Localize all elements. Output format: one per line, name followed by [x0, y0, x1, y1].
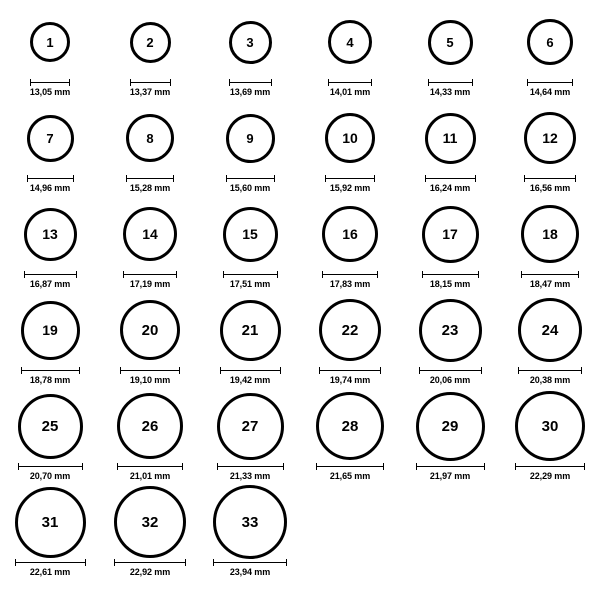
caliper-icon	[527, 79, 573, 86]
ring-circle-wrap	[126, 102, 174, 174]
caliper-icon	[24, 271, 77, 278]
caliper-icon	[21, 367, 80, 374]
ring-circle	[328, 20, 372, 64]
caliper-icon	[524, 175, 576, 182]
ring-size-cell	[500, 294, 600, 390]
ring-diameter-label: 14,33 mm	[429, 87, 471, 97]
caliper-icon	[18, 463, 83, 470]
caliper-icon	[518, 367, 582, 374]
ring-circle	[322, 206, 378, 262]
ring-circle-wrap	[30, 6, 70, 78]
ring-size-cell	[100, 6, 200, 102]
ring-size-cell	[100, 390, 200, 486]
ring-circle-wrap	[524, 102, 576, 174]
ring-size-cell	[500, 198, 600, 294]
caliper-icon	[416, 463, 485, 470]
ring-size-number: 2	[146, 34, 154, 50]
ring-size-cell	[0, 294, 100, 390]
ring-circle-wrap	[123, 198, 177, 270]
ring-size-number: 28	[341, 417, 359, 435]
ring-diameter-label: 13,05 mm	[29, 87, 71, 97]
ring-diameter-label: 13,69 mm	[229, 87, 271, 97]
ring-diameter-label: 21,65 mm	[329, 471, 371, 481]
caliper-icon	[419, 367, 482, 374]
ring-size-number: 27	[241, 417, 259, 435]
ring-diameter-label: 21,97 mm	[429, 471, 471, 481]
ring-size-cell	[400, 294, 500, 390]
ring-size-cell	[400, 198, 500, 294]
ring-circle	[229, 21, 272, 64]
ring-circle	[123, 207, 177, 261]
ring-circle	[226, 114, 275, 163]
ring-size-number: 19	[42, 322, 58, 338]
ring-circle-wrap	[316, 390, 384, 462]
ring-diameter-label: 14,64 mm	[529, 87, 571, 97]
ring-size-number: 25	[41, 417, 59, 435]
ring-diameter-measure	[130, 79, 171, 98]
ring-size-cell	[200, 486, 300, 582]
ring-circle-wrap	[319, 294, 381, 366]
ring-circle	[416, 392, 485, 461]
ring-diameter-label: 19,10 mm	[129, 375, 171, 385]
caliper-icon	[117, 463, 183, 470]
ring-size-number: 5	[446, 34, 454, 50]
ring-diameter-label: 17,51 mm	[229, 279, 271, 289]
ring-circle-wrap	[217, 390, 284, 462]
ring-size-number: 22	[341, 321, 359, 339]
ring-diameter-measure	[319, 367, 381, 386]
ring-diameter-label: 17,83 mm	[329, 279, 371, 289]
ring-size-cell	[400, 6, 500, 102]
ring-diameter-label: 16,56 mm	[529, 183, 571, 193]
ring-circle-wrap	[425, 102, 476, 174]
ring-diameter-measure	[521, 271, 579, 290]
caliper-icon	[325, 175, 375, 182]
ring-size-cell	[400, 390, 500, 486]
ring-diameter-measure	[117, 463, 183, 482]
ring-circle-wrap	[213, 486, 287, 558]
caliper-icon	[126, 175, 174, 182]
ring-size-number: 16	[342, 226, 358, 242]
caliper-icon	[217, 463, 284, 470]
ring-size-cell	[100, 294, 200, 390]
caliper-icon	[30, 79, 70, 86]
ring-diameter-measure	[217, 463, 284, 482]
ring-diameter-measure	[425, 175, 476, 194]
ring-size-cell	[200, 390, 300, 486]
ring-circle	[419, 299, 482, 362]
ring-diameter-measure	[515, 463, 585, 482]
ring-size-cell	[200, 294, 300, 390]
ring-diameter-label: 15,60 mm	[229, 183, 271, 193]
ring-diameter-measure	[428, 79, 473, 98]
ring-circle	[114, 486, 186, 558]
ring-size-cell	[0, 102, 100, 198]
ring-circle-wrap	[226, 102, 275, 174]
ring-diameter-measure	[126, 175, 174, 194]
ring-diameter-measure	[422, 271, 479, 290]
ring-circle-wrap	[328, 6, 372, 78]
ring-size-number: 12	[542, 130, 558, 146]
ring-size-number: 15	[242, 226, 258, 242]
ring-diameter-measure	[114, 559, 186, 578]
ring-size-number: 17	[442, 226, 458, 242]
ring-diameter-label: 14,96 mm	[29, 183, 71, 193]
ring-circle	[30, 22, 70, 62]
ring-size-cell	[200, 198, 300, 294]
ring-circle	[21, 301, 80, 360]
ring-size-number: 8	[146, 130, 154, 146]
ring-circle-wrap	[518, 294, 582, 366]
ring-size-number: 11	[442, 130, 458, 146]
ring-diameter-measure	[213, 559, 287, 578]
caliper-icon	[130, 79, 171, 86]
ring-circle	[126, 114, 174, 162]
ring-diameter-measure	[419, 367, 482, 386]
ring-circle-wrap	[21, 294, 80, 366]
ring-diameter-label: 20,38 mm	[529, 375, 571, 385]
ring-diameter-measure	[27, 175, 74, 194]
ring-diameter-measure	[229, 79, 272, 98]
ring-circle	[428, 20, 473, 65]
ring-circle	[223, 207, 278, 262]
ring-diameter-measure	[518, 367, 582, 386]
ring-diameter-label: 19,42 mm	[229, 375, 271, 385]
ring-circle	[422, 206, 479, 263]
ring-circle	[15, 487, 86, 558]
ring-circle-wrap	[322, 198, 378, 270]
ring-size-cell	[0, 6, 100, 102]
ring-circle	[521, 205, 579, 263]
ring-size-cell	[100, 102, 200, 198]
ring-circle-wrap	[220, 294, 281, 366]
ring-diameter-label: 16,24 mm	[429, 183, 471, 193]
caliper-icon	[422, 271, 479, 278]
ring-diameter-measure	[328, 79, 372, 98]
ring-circle-wrap	[419, 294, 482, 366]
caliper-icon	[322, 271, 378, 278]
ring-circle	[117, 393, 183, 459]
ring-size-number: 7	[46, 130, 54, 146]
ring-circle	[217, 393, 284, 460]
ring-size-number: 21	[241, 321, 259, 339]
ring-circle	[319, 299, 381, 361]
ring-diameter-measure	[24, 271, 77, 290]
ring-circle-wrap	[120, 294, 180, 366]
ring-size-number: 30	[541, 417, 559, 435]
ring-size-cell	[0, 486, 100, 582]
caliper-icon	[316, 463, 384, 470]
ring-circle-wrap	[223, 198, 278, 270]
ring-size-number: 4	[346, 34, 354, 50]
ring-diameter-measure	[15, 559, 86, 578]
ring-size-cell	[500, 102, 600, 198]
ring-size-cell	[300, 198, 400, 294]
ring-diameter-label: 18,47 mm	[529, 279, 571, 289]
ring-circle	[213, 485, 287, 559]
ring-size-number: 3	[246, 34, 254, 50]
ring-size-cell	[100, 486, 200, 582]
ring-size-number: 14	[142, 226, 158, 242]
ring-size-number: 6	[546, 34, 554, 50]
ring-size-number: 1	[46, 34, 54, 50]
ring-size-number: 23	[441, 321, 459, 339]
ring-circle-wrap	[117, 390, 183, 462]
ring-diameter-label: 16,87 mm	[29, 279, 71, 289]
ring-size-cell	[200, 6, 300, 102]
ring-size-cell	[300, 102, 400, 198]
ring-diameter-label: 18,78 mm	[29, 375, 71, 385]
ring-circle-wrap	[229, 6, 272, 78]
ring-size-number: 26	[141, 417, 159, 435]
ring-diameter-label: 15,92 mm	[329, 183, 371, 193]
ring-circle	[524, 112, 576, 164]
ring-circle	[425, 113, 476, 164]
ring-diameter-label: 20,06 mm	[429, 375, 471, 385]
ring-diameter-measure	[30, 79, 70, 98]
ring-diameter-measure	[416, 463, 485, 482]
caliper-icon	[123, 271, 177, 278]
ring-size-cell	[200, 102, 300, 198]
ring-diameter-measure	[527, 79, 573, 98]
ring-diameter-measure	[223, 271, 278, 290]
caliper-icon	[521, 271, 579, 278]
ring-diameter-measure	[21, 367, 80, 386]
ring-size-number: 20	[141, 321, 159, 339]
ring-size-cell	[300, 390, 400, 486]
caliper-icon	[319, 367, 381, 374]
ring-diameter-measure	[120, 367, 180, 386]
ring-circle-wrap	[422, 198, 479, 270]
ring-diameter-measure	[18, 463, 83, 482]
caliper-icon	[328, 79, 372, 86]
ring-size-number: 10	[342, 130, 358, 146]
ring-circle-wrap	[521, 198, 579, 270]
caliper-icon	[213, 559, 287, 566]
ring-circle-wrap	[416, 390, 485, 462]
ring-circle	[27, 115, 74, 162]
ring-circle	[518, 298, 582, 362]
ring-circle-wrap	[515, 390, 585, 462]
ring-circle	[316, 392, 384, 460]
caliper-icon	[515, 463, 585, 470]
caliper-icon	[114, 559, 186, 566]
ring-circle-wrap	[24, 198, 77, 270]
ring-circle-wrap	[130, 6, 171, 78]
ring-circle	[120, 300, 180, 360]
ring-diameter-measure	[325, 175, 375, 194]
caliper-icon	[226, 175, 275, 182]
ring-size-cell	[300, 294, 400, 390]
ring-size-number: 24	[541, 321, 559, 339]
ring-circle	[325, 113, 375, 163]
ring-size-cell	[500, 390, 600, 486]
caliper-icon	[428, 79, 473, 86]
caliper-icon	[223, 271, 278, 278]
ring-size-number: 33	[241, 513, 259, 531]
ring-size-cell	[100, 198, 200, 294]
ring-circle	[515, 391, 585, 461]
ring-diameter-measure	[322, 271, 378, 290]
ring-diameter-label: 20,70 mm	[29, 471, 71, 481]
caliper-icon	[15, 559, 86, 566]
ring-size-number: 29	[441, 417, 459, 435]
ring-size-cell	[400, 102, 500, 198]
ring-circle-wrap	[527, 6, 573, 78]
ring-size-number: 9	[246, 130, 254, 146]
ring-diameter-label: 18,15 mm	[429, 279, 471, 289]
ring-circle	[220, 300, 281, 361]
ring-circle	[18, 394, 83, 459]
ring-circle-wrap	[114, 486, 186, 558]
ring-size-cell	[0, 198, 100, 294]
ring-size-number: 32	[141, 513, 159, 531]
ring-diameter-label: 21,33 mm	[229, 471, 271, 481]
caliper-icon	[425, 175, 476, 182]
ring-circle-wrap	[27, 102, 74, 174]
ring-diameter-label: 22,92 mm	[129, 567, 171, 577]
ring-diameter-label: 22,61 mm	[29, 567, 71, 577]
ring-circle-wrap	[15, 486, 86, 558]
ring-circle	[130, 22, 171, 63]
ring-circle-wrap	[18, 390, 83, 462]
ring-size-number: 18	[542, 226, 558, 242]
ring-diameter-label: 21,01 mm	[129, 471, 171, 481]
ring-circle-wrap	[325, 102, 375, 174]
ring-diameter-measure	[220, 367, 281, 386]
ring-diameter-label: 22,29 mm	[529, 471, 571, 481]
ring-size-cell	[0, 390, 100, 486]
ring-diameter-label: 17,19 mm	[129, 279, 171, 289]
ring-diameter-label: 23,94 mm	[229, 567, 271, 577]
ring-diameter-label: 19,74 mm	[329, 375, 371, 385]
ring-diameter-measure	[316, 463, 384, 482]
ring-diameter-label: 13,37 mm	[129, 87, 171, 97]
ring-diameter-measure	[123, 271, 177, 290]
ring-diameter-label: 14,01 mm	[329, 87, 371, 97]
ring-circle-wrap	[428, 6, 473, 78]
caliper-icon	[229, 79, 272, 86]
ring-size-cell	[500, 6, 600, 102]
ring-size-number: 13	[42, 226, 58, 242]
caliper-icon	[27, 175, 74, 182]
ring-diameter-measure	[524, 175, 576, 194]
ring-circle	[24, 208, 77, 261]
ring-circle	[527, 19, 573, 65]
caliper-icon	[120, 367, 180, 374]
ring-size-cell	[300, 6, 400, 102]
ring-size-number: 31	[41, 513, 59, 531]
caliper-icon	[220, 367, 281, 374]
ring-diameter-label: 15,28 mm	[129, 183, 171, 193]
ring-diameter-measure	[226, 175, 275, 194]
